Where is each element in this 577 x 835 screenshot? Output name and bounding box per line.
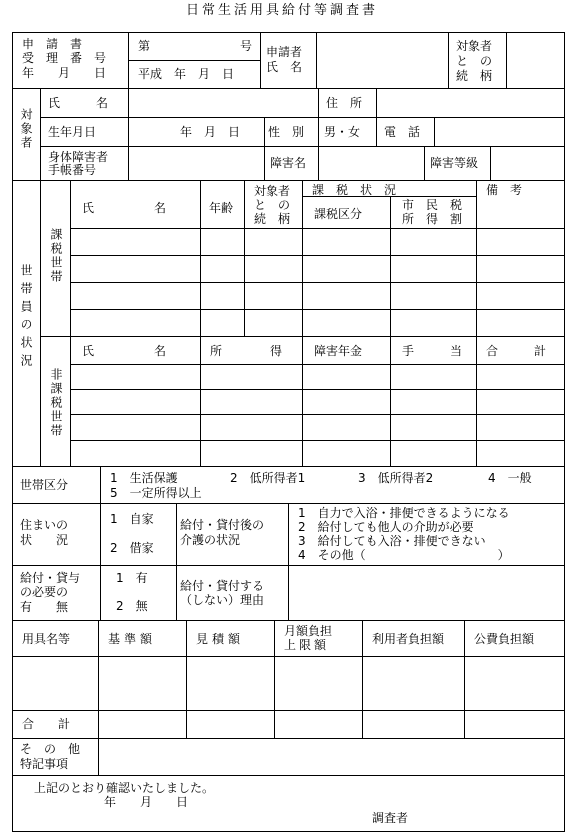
- need-label2: の必要の: [20, 585, 69, 599]
- subject-sex-options: 男・女: [324, 125, 361, 139]
- relation-line3: 続 柄: [456, 69, 493, 83]
- relation-line1: 対象者: [456, 39, 493, 53]
- need-label3: 有 無: [20, 600, 69, 614]
- application-line2: 受 理 番 号: [22, 51, 107, 65]
- col-notes: 備 考: [486, 183, 523, 197]
- disability-label: 障害名: [270, 156, 307, 170]
- class-option-2: 2 低所得者1: [230, 471, 306, 485]
- household-label: 世帯員の状況: [19, 264, 33, 372]
- handbook-line1: 身体障害者: [48, 150, 109, 164]
- care-option-1: 1 自力で入浴・排便できるようになる: [298, 506, 510, 520]
- subject-name-label: 氏 名: [48, 96, 109, 110]
- col-name: 氏 名: [82, 201, 167, 215]
- application-line1: 申 請 書: [22, 37, 83, 51]
- col-nt-total: 合 計: [486, 344, 547, 358]
- care-label1: 給付・貸付後の: [180, 518, 265, 532]
- class-option-4: 4 一般: [488, 471, 532, 485]
- class-option-3: 3 低所得者2: [358, 471, 434, 485]
- living-rent: 2 借家: [110, 541, 154, 555]
- items-col-name: 用具名等: [22, 632, 71, 646]
- class-option-5: 5 一定所得以上: [110, 486, 202, 500]
- need-label1: 給付・貸与: [20, 571, 81, 585]
- items-col-estimate: 見積額: [196, 632, 245, 646]
- handbook-line2: 手帳番号: [48, 163, 97, 177]
- items-col-public-share: 公費負担額: [474, 632, 535, 646]
- form-title: 日常生活用具給付等調査書: [186, 3, 379, 18]
- reason-label2: （しない）理由: [180, 593, 265, 607]
- need-yes: 1 有: [116, 571, 148, 585]
- living-label1: 住まいの: [20, 518, 69, 532]
- col-relation2: と の: [254, 198, 291, 212]
- subject-tel-label: 電 話: [384, 125, 421, 139]
- col-age: 年齢: [209, 201, 234, 215]
- col-nt-pension: 障害年金: [314, 344, 363, 358]
- care-option-3: 3 給付しても入浴・排便できない: [298, 534, 486, 548]
- subject-dob-ymd: 年 月 日: [180, 125, 241, 139]
- care-label2: 介護の状況: [180, 533, 241, 547]
- col-relation1: 対象者: [254, 184, 291, 198]
- subject-dob-label: 生年月日: [48, 125, 97, 139]
- class-label: 世帯区分: [20, 478, 69, 492]
- taxed-label: 課税世帯: [49, 228, 63, 284]
- care-option-2: 2 給付しても他人の介助が必要: [298, 520, 474, 534]
- col-tax-status: 課 税 状 況: [312, 183, 397, 197]
- items-col-standard: 基準額: [108, 632, 157, 646]
- applicant-label: 申請者: [266, 45, 303, 59]
- living-own: 1 自家: [110, 512, 154, 526]
- items-col-cap1: 月額負担: [284, 624, 333, 638]
- confirm-date: 年 月 日: [104, 795, 189, 809]
- care-option-4: 4 その他（ ）: [298, 548, 510, 562]
- application-line3: 年 月 日: [22, 66, 107, 80]
- col-citytax2: 所 得 割: [402, 212, 463, 226]
- subject-sex-label: 性 別: [268, 125, 305, 139]
- number-suffix: 号: [240, 39, 253, 53]
- reason-label1: 給付・貸付する: [180, 579, 265, 593]
- class-option-1: 1 生活保護: [110, 471, 178, 485]
- other-label2: 特記事項: [20, 757, 69, 771]
- need-no: 2 無: [116, 599, 148, 613]
- items-col-user-share: 利用者負担額: [372, 632, 445, 646]
- inspector-label: 調査者: [372, 811, 409, 825]
- other-label1: そ の 他: [20, 742, 81, 756]
- col-tax-class: 課税区分: [314, 207, 363, 221]
- subject-label: 対象者: [19, 108, 33, 150]
- col-nt-name: 氏 名: [82, 344, 167, 358]
- relation-line2: と の: [456, 54, 493, 68]
- col-relation3: 続 柄: [254, 212, 291, 226]
- col-citytax1: 市 民 税: [402, 198, 463, 212]
- number-prefix: 第: [138, 39, 151, 53]
- applicant-name-label: 氏 名: [266, 60, 303, 74]
- col-nt-income: 所 得: [210, 344, 283, 358]
- nontaxed-label: 非課税世帯: [49, 368, 63, 438]
- items-total-label: 合 計: [22, 717, 71, 731]
- col-nt-allowance: 手 当: [402, 344, 463, 358]
- items-col-cap2: 上限額: [284, 638, 330, 652]
- subject-address-label: 住 所: [326, 96, 363, 110]
- confirm-text: 上記のとおり確認いたしました。: [34, 781, 215, 795]
- application-date: 平成 年 月 日: [138, 67, 235, 81]
- grade-label: 障害等級: [430, 156, 479, 170]
- living-label2: 状 況: [20, 533, 69, 547]
